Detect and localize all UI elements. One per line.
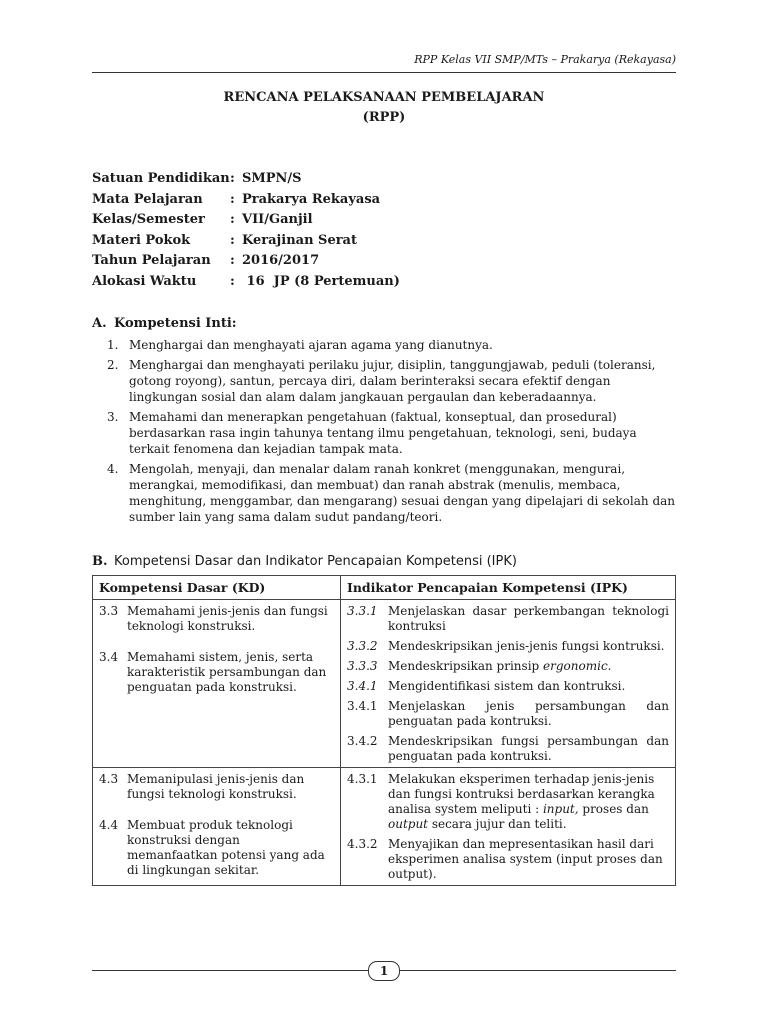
info-colon: :	[230, 253, 235, 268]
ipk-item	[347, 659, 669, 674]
info-colon: :	[230, 232, 235, 248]
kd-text: Memahami sistem, jenis, serta karakteristik persambungan dan penguatan pada konstruksi.	[127, 650, 327, 694]
ipk-item	[347, 639, 669, 654]
ipk-text: Menjelaskan jenis persambungan dan penguatan pada kontruksi.	[388, 699, 669, 728]
ipk-text-part: secara jujur dan teliti.	[428, 817, 567, 831]
kd-number: 4.3	[99, 772, 119, 786]
section-b-heading	[92, 554, 676, 569]
info-colon: :	[230, 273, 235, 289]
ipk-item	[347, 772, 669, 832]
ipk-item	[347, 837, 669, 882]
list-number: 2.	[107, 358, 119, 372]
section-title: Kompetensi Dasar dan Indikator Pencapaian Kompetensi (IPK)	[114, 554, 517, 569]
identity-block	[92, 171, 400, 294]
ipk-cell	[341, 600, 676, 768]
document-subtitle: (RPP)	[362, 110, 406, 125]
list-text: Mengolah, menyaji, dan menalar dalam ranah konkret (menggunakan, mengurai, merangkai, memodifikasi, dan membuat) dan ranah abstrak (menulis, membaca, menghitung, menggambar, dan mengarang) sesuai dengan yang dipelajari di sekolah dan sumber lain yang sama dalam sudut pandang/teori.	[129, 462, 676, 524]
ipk-text: Mengidentifikasi sistem dan kontruksi.	[388, 679, 626, 693]
kd-text: Membuat produk teknologi konstruksi dengan memanfaatkan potensi yang ada di lingkungan sekitar.	[127, 818, 325, 877]
info-colon: :	[230, 171, 235, 186]
table-row	[93, 600, 676, 768]
list-text: Menghargai dan menghayati perilaku jujur, disiplin, tanggungjawab, peduli (toleransi, gotong royong), santun, percaya diri, dalam berinteraksi secara efektif dengan lingkungan sosial dan alam dalam jangkauan pergaulan dan keberadaannya.	[129, 358, 656, 404]
kd-cell	[93, 600, 341, 768]
list-text: Menghargai dan menghayati ajaran agama yang dianutnya.	[129, 338, 493, 352]
ipk-text: Mendeskripsikan jenis-jenis fungsi kontruksi.	[388, 639, 665, 653]
kd-number: 3.3	[99, 604, 119, 618]
ipk-number: 3.4.2	[347, 734, 378, 748]
kd-cell	[93, 768, 341, 886]
kd-text: Memanipulasi jenis-jenis dan fungsi teknologi konstruksi.	[127, 772, 305, 801]
kd-item	[99, 818, 334, 878]
ipk-text-italic: input,	[542, 802, 579, 816]
kd-number: 3.4	[99, 650, 119, 664]
kd-number: 4.4	[99, 818, 119, 832]
ipk-item	[347, 734, 669, 764]
running-header: RPP Kelas VII SMP/MTs – Prakarya (Rekayasa)	[414, 53, 676, 66]
info-label: Mata Pelajaran	[92, 191, 203, 207]
info-label: Alokasi Waktu	[92, 273, 197, 289]
list-item	[92, 357, 676, 405]
info-row	[92, 212, 400, 233]
ipk-number: 3.4.1	[347, 699, 378, 713]
kd-item	[99, 650, 334, 695]
ipk-number: 4.3.1	[347, 772, 378, 786]
list-number: 4.	[107, 462, 119, 476]
info-colon: :	[230, 191, 235, 207]
info-label: Materi Pokok	[92, 232, 191, 248]
column-header-ipk: Indikator Pencapaian Kompetensi (IPK)	[341, 576, 676, 600]
ipk-item	[347, 604, 669, 634]
list-item	[92, 461, 676, 525]
ipk-text-italic: output	[388, 817, 429, 831]
page-number: 1	[368, 961, 400, 981]
ipk-number: 3.3.3	[347, 659, 378, 673]
section-letter: A.	[92, 316, 107, 331]
ipk-text: Menjelaskan dasar perkembangan teknologi kontruksi	[388, 604, 669, 633]
section-letter: B.	[92, 554, 108, 569]
list-number: 3.	[107, 410, 119, 424]
list-number: 1.	[107, 338, 119, 352]
ipk-text-part: Melakukan eksperimen terhadap jenis-jenis dan fungsi kontruksi berdasarkan kerangka analisa system meliputi :	[388, 772, 655, 816]
ipk-item	[347, 679, 669, 694]
section-title: Kompetensi Inti:	[114, 316, 237, 331]
info-colon: :	[230, 212, 235, 227]
ipk-number: 4.3.2	[347, 837, 378, 851]
column-header-kd: Kompetensi Dasar (KD)	[93, 576, 341, 600]
ki-list	[92, 337, 676, 525]
ipk-text: Menyajikan dan mepresentasikan hasil dari eksperimen analisa system (input proses dan output).	[388, 837, 663, 881]
ipk-text-italic: ergonomic.	[543, 659, 612, 673]
info-row	[92, 192, 400, 213]
info-row	[92, 233, 400, 254]
info-row	[92, 253, 400, 274]
info-row	[92, 171, 400, 192]
ipk-text	[388, 659, 669, 674]
info-value: Prakarya Rekayasa	[242, 191, 381, 207]
info-label: Tahun Pelajaran	[92, 253, 211, 268]
info-value: VII/Ganjil	[242, 212, 313, 227]
info-label: Satuan Pendidikan	[92, 171, 230, 186]
ipk-text-part: proses dan	[578, 802, 649, 816]
document-title: RENCANA PELAKSANAAN PEMBELAJARAN	[223, 90, 545, 105]
info-value: Kerajinan Serat	[242, 232, 357, 248]
table-row	[93, 768, 676, 886]
ipk-text: Mendeskripsikan fungsi persambungan dan penguatan pada kontruksi.	[388, 734, 669, 763]
info-value: 16 JP (8 Pertemuan)	[242, 273, 400, 289]
ipk-text	[388, 772, 669, 832]
kd-item	[99, 772, 334, 802]
info-row	[92, 274, 400, 295]
ipk-cell	[341, 768, 676, 886]
section-kd-ipk	[92, 554, 676, 569]
section-a-heading	[92, 316, 676, 331]
table-header-row	[93, 576, 676, 600]
kd-item	[99, 604, 334, 634]
ipk-text-part: Mendeskripsikan prinsip	[388, 659, 544, 673]
header-rule	[92, 72, 676, 73]
list-item	[92, 337, 676, 353]
ipk-item	[347, 699, 669, 729]
ipk-number: 3.4.1	[347, 679, 378, 693]
kd-ipk-table	[92, 575, 676, 886]
info-label: Kelas/Semester	[92, 212, 205, 227]
ipk-number: 3.3.1	[347, 604, 378, 618]
list-item	[92, 409, 676, 457]
ipk-number: 3.3.2	[347, 639, 378, 653]
section-kompetensi-inti	[92, 316, 676, 529]
kd-text: Memahami jenis-jenis dan fungsi teknologi konstruksi.	[127, 604, 328, 633]
info-value: 2016/2017	[242, 253, 320, 268]
info-value: SMPN/S	[242, 171, 302, 186]
list-text: Memahami dan menerapkan pengetahuan (faktual, konseptual, dan prosedural) berdasarkan rasa ingin tahunya tentang ilmu pengetahuan, teknologi, seni, budaya terkait fenomena dan kejadian tampak mata.	[129, 410, 637, 456]
